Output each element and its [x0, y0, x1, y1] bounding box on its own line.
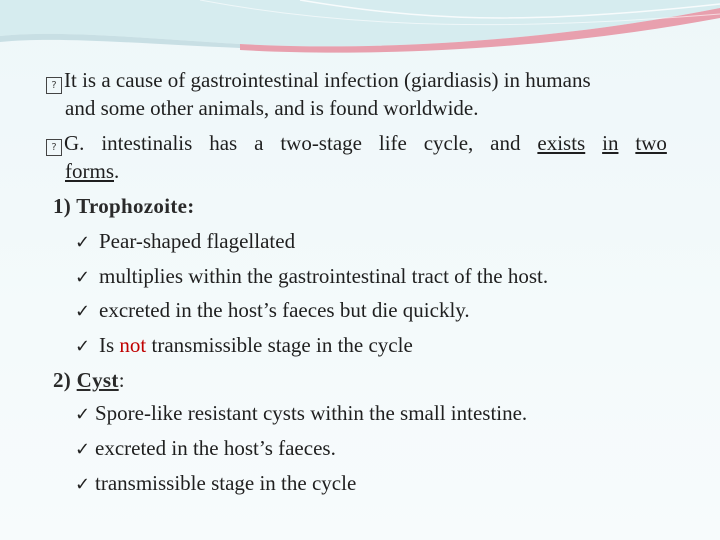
unknown-glyph-bullet-icon: ?: [46, 139, 62, 156]
item-text: multiplies within the gastrointestinal tract of the host.: [99, 264, 549, 288]
item-text: excreted in the host’s faeces but die quickly.: [99, 298, 470, 322]
item-text: excreted in the host’s faeces.: [95, 436, 336, 460]
word: cycle,: [423, 131, 474, 155]
check-mark-icon: ✓: [75, 474, 91, 495]
text: It is a cause of: [64, 68, 191, 92]
check-mark-icon: ✓: [75, 267, 91, 288]
trophozoite-item: [75, 228, 295, 256]
cyst-item: [75, 400, 527, 428]
word: life: [378, 131, 407, 155]
word: G.: [64, 131, 85, 155]
paragraph-2-line-2: [65, 158, 119, 184]
word: and: [490, 131, 521, 155]
item-text: Spore-like resistant cysts within the small intestine.: [95, 401, 528, 425]
unknown-glyph-bullet-icon: ?: [46, 77, 62, 94]
trophozoite-item: [75, 297, 470, 325]
item-text: Is: [99, 333, 120, 357]
emphasis-not: not: [119, 333, 147, 357]
check-mark-icon: ✓: [75, 439, 91, 460]
paragraph-1-line-1: [46, 67, 591, 94]
word-underlined: in: [602, 131, 619, 155]
item-text: Pear-shaped flagellated: [99, 229, 296, 253]
trophozoite-heading: 1) Trophozoite:: [53, 194, 195, 218]
check-mark-icon: ✓: [75, 336, 91, 357]
heading-word: Cyst: [76, 368, 119, 392]
check-mark-icon: ✓: [75, 232, 91, 253]
word: a: [254, 131, 264, 155]
word-underlined: two: [635, 131, 667, 155]
paragraph-1-line-2: and some other animals, and is found worldwide.: [65, 96, 479, 120]
justified-line: [64, 130, 667, 156]
check-mark-icon: ✓: [75, 404, 91, 425]
text: .: [114, 159, 120, 183]
trophozoite-item: [75, 263, 548, 291]
cyst-item: [75, 435, 336, 463]
word: two-stage: [280, 131, 362, 155]
heading-number: 2): [53, 368, 77, 392]
term-gastrointestinal-infection: gastrointestinal infection: [190, 68, 399, 92]
text: (giardiasis) in humans: [398, 68, 591, 92]
item-text: transmissible stage in the cycle: [95, 471, 357, 495]
check-mark-icon: ✓: [75, 301, 91, 322]
paragraph-2-line-1: [46, 130, 667, 156]
word: has: [209, 131, 238, 155]
cyst-item: [75, 470, 356, 498]
item-text: transmissible stage in the cycle: [146, 333, 413, 357]
word: intestinalis: [101, 131, 193, 155]
cyst-heading: [53, 367, 125, 393]
trophozoite-item: [75, 332, 413, 360]
word-underlined: exists: [537, 131, 586, 155]
word-underlined: forms: [65, 159, 114, 183]
heading-colon: :: [118, 368, 125, 392]
